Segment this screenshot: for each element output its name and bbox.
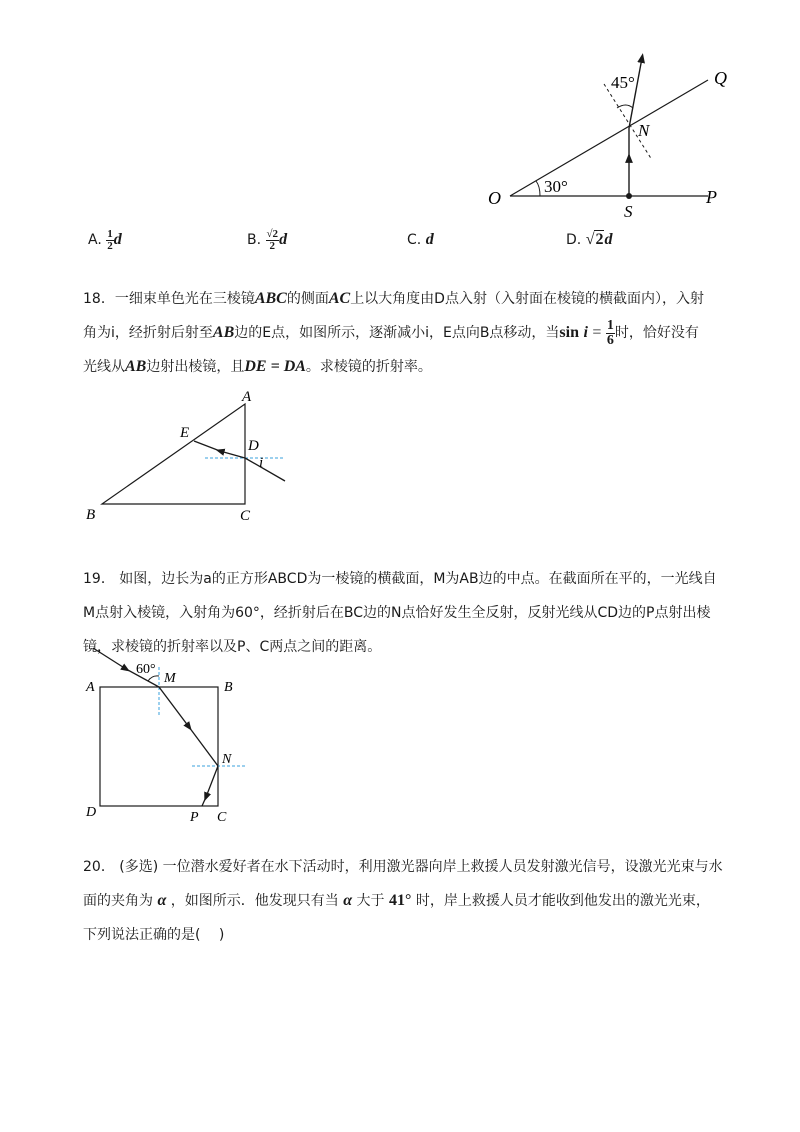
arc-30 [536, 181, 540, 196]
q17-option-b[interactable] [247, 228, 287, 252]
q19-label-c: C [217, 810, 227, 825]
q19-label-a: A [86, 680, 95, 695]
q19-figure [80, 645, 260, 830]
angle-45-label: 45° [611, 73, 635, 92]
q19-label-n: N [222, 752, 232, 767]
q18-fraction: $\frac{1}{6}$ [606, 317, 614, 348]
prism-abc [102, 404, 245, 504]
label-n: N [638, 121, 650, 140]
q18-label-a: A [242, 389, 252, 405]
q18-label-i: i [259, 455, 264, 471]
q17-option-c[interactable] [407, 228, 434, 252]
line-oq [510, 80, 708, 196]
option-b-fraction: $\frac{√2}{2}$ [266, 227, 279, 252]
q19-angle-label: 60° [136, 662, 156, 677]
q20-number: 20． [83, 859, 115, 875]
q19-number: 19． [83, 571, 115, 587]
q19-label-d: D [86, 805, 97, 820]
q19-reflected-tail [202, 797, 206, 806]
ray-refracted [629, 58, 642, 128]
q19-reflected-ray [206, 766, 218, 797]
q20-text: 20． (多选) 一位潜水爱好者在水下活动时，利用激光器向岸上救援人员发射激光信号，设激光光束与水 面的夹角为 α ，如图所示．他发现只有当 α 大于 41° 时，岸上救援人员才能收到他发出的激光光束， 下列说法正确的是( ) [83, 859, 723, 943]
option-a-fraction: $\frac{1}{2}$ [107, 227, 113, 252]
q19-incident-ray [93, 648, 126, 669]
option-d-sqrt: √2 [585, 231, 604, 248]
point-s-dot [626, 193, 632, 199]
angle-30-label: 30° [544, 177, 568, 196]
option-c-var: d [425, 231, 434, 248]
q18-label-d: D [248, 438, 259, 454]
q17-option-a[interactable] [88, 228, 122, 252]
option-b-var: d [279, 231, 288, 248]
q18-number: 18． [83, 291, 115, 307]
q18-text: 18．一细束单色光在三棱镜ABC的侧面AC上以大角度由D点入射（入射面在棱镜的横截面内），入射 角为i，经折射后射至AB边的E点，如图所示，逐渐减小i，E点向B点移动，当sin i = $\frac{1}{6}$ 时，恰好没有 光线从AB边射出棱镜，且DE = DA。求棱镜的折射率。 [83, 290, 704, 375]
q19-refracted-tail [189, 727, 218, 766]
q18-label-b: B [86, 507, 96, 523]
q17-option-d[interactable] [566, 228, 612, 252]
option-b-letter: B. [247, 232, 262, 248]
q19-label-p: P [190, 810, 199, 825]
q18-label-c: C [240, 508, 251, 524]
q19-refracted-ray [159, 687, 189, 727]
q18-incident-ray [245, 458, 285, 481]
option-a-var: d [113, 231, 122, 248]
q18-refracted-tail [194, 441, 220, 451]
q18-refracted-ray [220, 451, 245, 458]
q18-label-e: E [180, 425, 190, 441]
option-a-letter: A. [88, 232, 102, 248]
option-d-var: d [604, 231, 613, 248]
label-s: S [624, 202, 633, 220]
label-o: O [488, 188, 501, 208]
option-d-letter: D. [566, 232, 582, 248]
q18-figure [80, 385, 300, 525]
arc-45 [617, 105, 633, 108]
q19-label-m: M [164, 671, 176, 686]
label-q: Q [714, 68, 727, 88]
q19-label-b: B [224, 680, 233, 695]
q19-text: 19． 如图，边长为a的正方形ABCD为一棱镜的横截面，M为AB边的中点。在截面所在平的，一光线自 M点射入棱镜，入射角为60°，经折射后在BC边的N点恰好发生全反射，反射光线从CD边的P点射出棱 镜，求棱镜的折射率以及P、C两点之间的距离。 [83, 571, 717, 655]
q17-figure [480, 50, 740, 220]
label-p: P [706, 187, 717, 207]
option-c-letter: C. [407, 232, 422, 248]
